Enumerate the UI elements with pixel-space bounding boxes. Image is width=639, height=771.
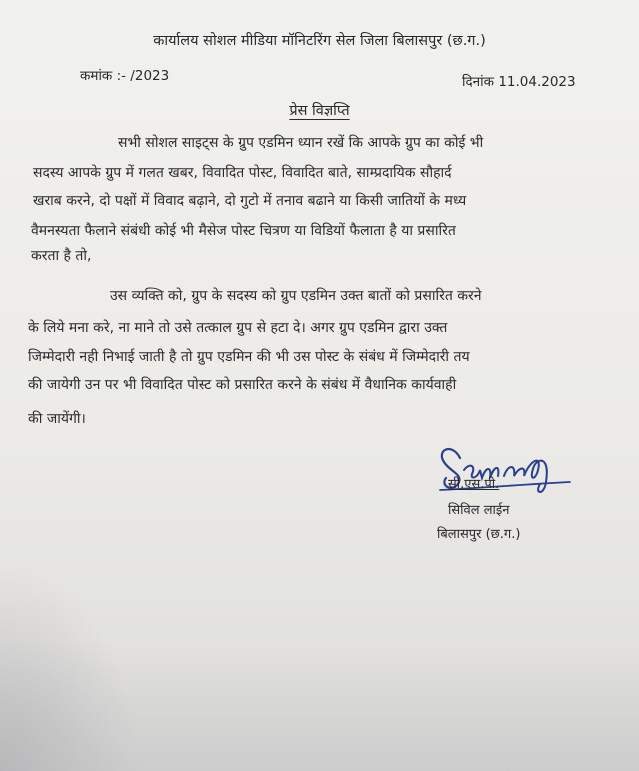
signature-scribble xyxy=(430,436,590,506)
signature xyxy=(430,436,590,506)
paragraph2-line: जिम्मेदारी नही निभाई जाती है तो ग्रुप एडमिन की भी उस पोस्ट के संबंध में जिम्मेदारी तय xyxy=(28,349,470,365)
signatory-office: सिविल लाईन xyxy=(448,503,510,518)
document-date: दिनांक 11.04.2023 xyxy=(462,74,576,90)
signatory-designation: सी.एस.पी. xyxy=(448,477,500,492)
document-title xyxy=(0,100,639,120)
paragraph2-line: की जायेगी उन पर भी विवादित पोस्ट को प्रसारित करने के संबंध में वैधानिक कार्यवाही xyxy=(28,377,457,393)
paragraph2-line: के लिये मना करे, ना माने तो उसे तत्काल ग्रुप से हटा दे। अगर ग्रुप एडमिन द्वारा उक्त xyxy=(28,320,448,336)
document-title-text: प्रेस विज्ञप्ति xyxy=(289,103,350,119)
paragraph1-line: खराब करने, दो पक्षों में विवाद बढ़ाने, दो गुटो में तनाव बढाने या किसी जातियों के मध्य xyxy=(33,193,467,209)
paragraph1-line: सदस्य आपके ग्रुप में गलत खबर, विवादित पोस्ट, विवादित बाते, साम्प्रदायिक सौहार्द xyxy=(33,165,452,181)
reference-number: कमांक :- /2023 xyxy=(80,68,170,84)
paragraph1-line: सभी सोशल साइट्स के ग्रुप एडमिन ध्यान रखें कि आपके ग्रुप का कोई भी xyxy=(118,135,484,151)
paragraph1-line: करता है तो, xyxy=(31,248,92,264)
signatory-place: बिलासपुर (छ.ग.) xyxy=(437,527,521,542)
office-title: कार्यालय सोशल मीडिया मॉनिटरिंग सेल जिला बिलासपुर (छ.ग.) xyxy=(153,33,486,49)
paragraph2-line: की जायेंगी। xyxy=(28,411,86,427)
paragraph1-line: वैमनस्यता फैलाने संबंधी कोई भी मैसेज पोस्ट चित्रण या विडियों फैलाता है या प्रसारित xyxy=(31,223,456,239)
page-shadow-bottom xyxy=(0,640,639,771)
paragraph2-line: उस व्यक्ति को, ग्रुप के सदस्य को ग्रुप एडमिन उक्त बातों को प्रसारित करने xyxy=(110,288,482,304)
